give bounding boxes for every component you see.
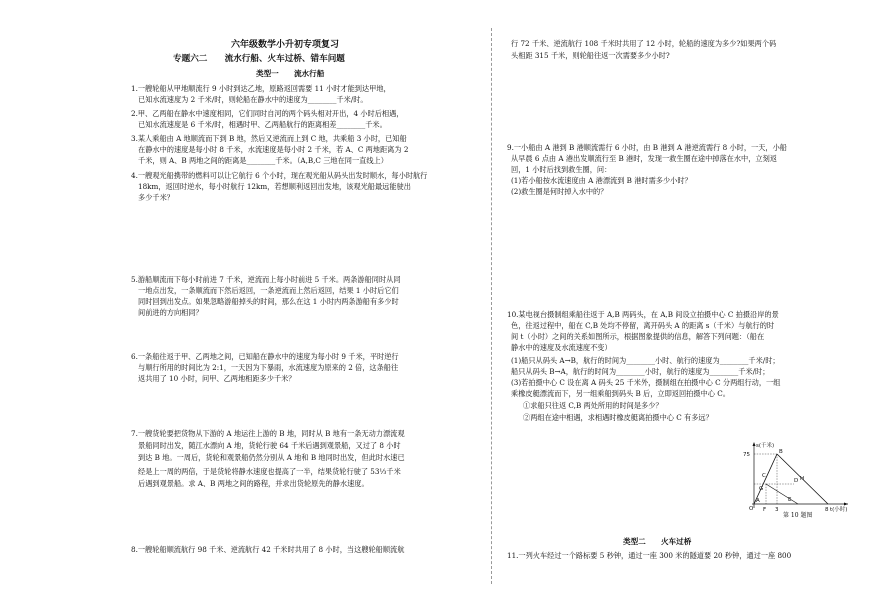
worksheet-title: 六年级数学小升初专项复习 xyxy=(231,40,340,50)
q9-line-1: 9.一小船由 A 港到 B 港顺流需行 6 小时，由 B 港到 A 港逆流需行 8 小时，一天，小船 xyxy=(507,143,787,152)
q5-line-4: 间前进的方向相同？ xyxy=(138,308,203,317)
point-F: F xyxy=(763,507,767,513)
point-H: H xyxy=(800,476,805,482)
q9-line-3: 回，1 小时后找到救生圈，问： xyxy=(511,165,612,174)
q10-sub-2: ②两组在途中相遇，求相遇时橡皮艇离拍摄中心 C 有多远？ xyxy=(523,413,713,422)
q4-line-3: 多少千米？ xyxy=(138,193,174,202)
q6-line-3: 返共用了 10 小时，问甲、乙两地相距多少千米？ xyxy=(138,374,296,383)
q7-line-5: 后遇到观景船。求 A、B 两地之间的路程，并求出货轮原先的静水速度。 xyxy=(138,479,369,488)
q10-line-2: 色，往返过程中，船在 C,B 处均不停留，离开码头 A 的距离 s（千米）与航行的时 xyxy=(511,321,775,330)
q9-line-5: (2)救生圈是何时掉入水中的？ xyxy=(511,187,608,196)
x-axis-label: t(小时) xyxy=(830,507,848,513)
q4-line-1: 4.一艘观光船携带的燃料可以让它航行 6 个小时，现在观光船从码头出发时顺水，每小时航行 xyxy=(131,171,428,180)
q7-line-3: 到达 B 地。一周后，货轮和观景船仍然分别从 A 地和 B 地同时出发，但此时水速已 xyxy=(138,453,405,462)
y-axis-label: s(千米) xyxy=(756,443,775,449)
q10-line-1: 10.某电视台摄制组乘船往返于 A,B 两码头，在 A,B 间设立拍摄中心 C 拍摄沿岸的景 xyxy=(507,310,779,319)
q9-line-2: 从早晨 6 点由 A 港出发顺流行至 B 港时，发现一救生圈在途中掉落在水中，立刻返 xyxy=(511,154,777,163)
q11-line-1: 11.一列火车经过一个路标要 5 秒钟，通过一座 300 米的隧道要 20 秒钟，通过一座 800 xyxy=(507,551,792,560)
q5-line-1: 5.游船顺流而下每小时前进 7 千米，逆流而上每小时前进 5 千米。两条游船同时从同 xyxy=(131,275,401,284)
q7-line-1: 7.一艘货轮要把货物从下游的 A 地运往上游的 B 地，同时从 B 地有一条无动力漂流观 xyxy=(131,429,405,438)
q3-line-3: 千米，则 A、B 两地之间的距离是________千米。（A,B,C 三地在同一直线上） xyxy=(138,156,388,165)
left-column xyxy=(125,0,480,603)
q10-line-4: 静水中的速度及水流速度不变） xyxy=(511,343,612,352)
q2-line-1: 2.甲、乙两船在静水中速度相同，它们同时自河的两个码头相对开出，4 小时后相遇， xyxy=(131,109,404,118)
q10-line-8: 乘橡皮艇漂流而下，另一组乘船到码头 B 后，立即返回拍摄中心 C。 xyxy=(511,389,730,398)
y-tick-75: 75 xyxy=(743,452,750,458)
q10-line-6: 船只从码头 B→A，航行的时间为________小时，航行的速度为________千米/时； xyxy=(511,367,770,376)
point-E: E xyxy=(788,497,792,503)
q3-line-1: 3.某人乘船由 A 地顺流而下到 B 地，然后又逆流而上到 C 地，共乘船 3 小时，已知船 xyxy=(131,134,407,143)
raft-line xyxy=(766,484,798,504)
q5-line-3: 同时回到出发点。如果忽略游船掉头的时间，那么在这 1 小时内两条游船有多少时 xyxy=(138,297,399,306)
q6-line-2: 与顺行所用的时间比为 2:1，一天因为下暴雨，水流速度为原来的 2 倍，这条船往 xyxy=(138,363,399,372)
q5-line-2: 一地点出发，一条顺流而下然后返回，一条逆流而上然后返回，结果 1 小时后它们 xyxy=(138,286,399,295)
q9-line-4: (1)若小船按水流速度由 A 港漂流到 B 港时需多少小时？ xyxy=(511,176,692,185)
figure-caption: 第 10 题图 xyxy=(783,512,813,519)
q10-sub-1: ①求船只往返 C,B 两处所用的时间是多少？ xyxy=(523,401,663,410)
q8-line-3: 头相距 315 千米，则轮船往返一次需要多少小时? xyxy=(511,51,670,60)
q10-line-7: (3)若拍摄中心 C 设在离 A 码头 25 千米外，摄制组在拍摄中心 C 分两组行动，一组 xyxy=(511,378,781,387)
q3-line-2: 在静水中的速度是每小时 8 千米，水流速度是每小时 2 千米，若 A、C 两地距离为 2 xyxy=(138,145,409,154)
x-axis-arrow xyxy=(844,503,848,506)
q7-line-2: 景船同时出发，随江水漂向 A 地，货轮行驶 64 千米后遇到观景船，又过了 8 小时 xyxy=(138,441,401,450)
section-type1-heading: 类型一 流水行船 xyxy=(256,69,325,78)
q10-line-5: (1)船只从码头 A→B，航行的时间为________小时、航行的速度为________千米/时； xyxy=(511,356,780,365)
q1-line-2: 已知水流速度为 2 千米/时，则轮船在静水中的速度为________千米/时。 xyxy=(138,95,368,104)
q6-line-1: 6.一条船往返于甲、乙两地之间，已知船在静水中的速度为每小时 9 千米，平时逆行 xyxy=(131,352,399,361)
point-A: A xyxy=(756,498,760,504)
x-tick-8: 8 xyxy=(825,507,829,513)
point-C: C xyxy=(762,473,766,479)
q10-line-3: 间 t（小时）之间的关系如图所示，根据图象提供的信息，解答下列问题：（船在 xyxy=(511,332,765,341)
series-line-up xyxy=(754,454,777,504)
point-D: D xyxy=(794,478,799,484)
topic-heading: 专题六二 流水行船、火车过桥、错车问题 xyxy=(173,54,345,64)
point-G: G xyxy=(759,486,764,492)
q2-line-2: 已知水流速度是 6 千米/时，相遇时甲、乙两船航行的距离相差________千米。 xyxy=(138,120,387,129)
q8-line-1: 8.一艘轮船顺流航行 98 千米、逆流航行 42 千米时共用了 8 小时，当这艘轮船顺流航 xyxy=(131,545,405,554)
q1-line-1: 1.一艘轮船从甲地顺流行 9 小时到达乙地，原路返回需要 11 小时才能到达甲地， xyxy=(131,84,391,93)
point-B: B xyxy=(779,449,783,455)
q7-line-4: 经是上一周的两倍，于是货轮将静水速度也提高了一半，结果货轮行驶了 53⅓千米 xyxy=(138,467,401,476)
point-O: O xyxy=(749,506,754,512)
x-tick-3: 3 xyxy=(775,507,779,513)
q4-line-2: 18km，返回时逆水，每小时航行 12km，若想顺利返回出发地，该观光船最远能驶出 xyxy=(138,182,411,191)
q10-distance-time-graph xyxy=(742,438,852,518)
section-type2-heading: 类型二 火车过桥 xyxy=(623,537,692,546)
column-divider xyxy=(491,28,492,584)
q8-line-2: 行 72 千米、逆流航行 108 千米时共用了 12 小时，轮船的速度为多少?如果两个码 xyxy=(511,39,777,48)
